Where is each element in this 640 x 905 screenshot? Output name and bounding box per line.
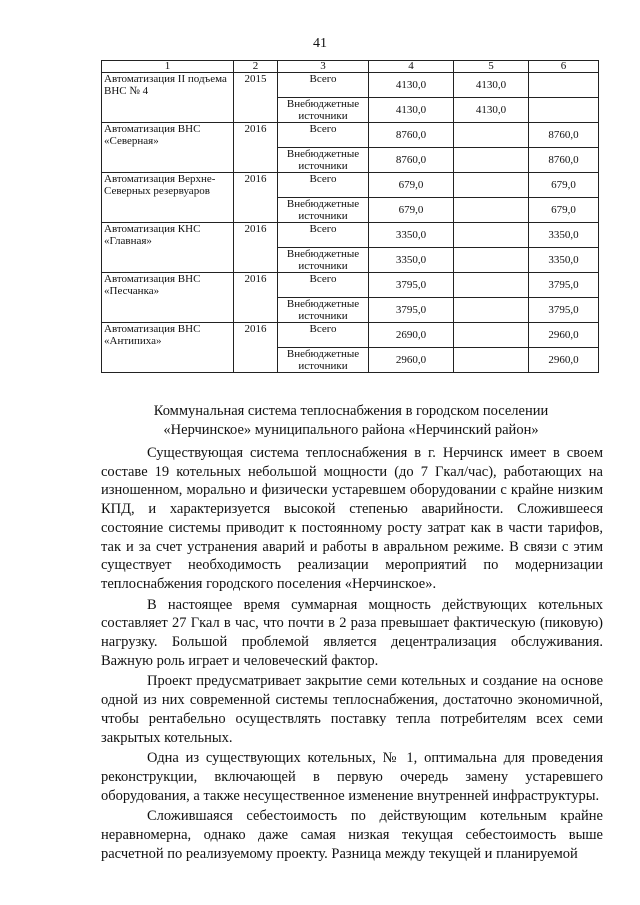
value-cell: 8760,0 <box>369 123 454 148</box>
paragraph: Сложившаяся себестоимость по действующим котельным крайне неравномерна, однако даже самая низкая текущая себестоимость выше расчетной по реализуемому проекту. Разница между текущей и планируемой <box>101 808 603 862</box>
funding-source-cell: Всего <box>278 223 369 248</box>
project-name-cell: Автоматизация ВНС «Антипиха» <box>102 323 234 373</box>
paragraph: Существующая система теплоснабжения в г. Нерчинск имеет в своем составе 19 котельных небольшой мощности (до 7 Гкал/час), работающих на изношенном, морально и физически устаревшем оборудовании с крайне низким КПД, и характеризуется высокой степенью аварийности. Сложившееся состояние системы приводит к постоянному росту затрат как в части тарифов, так и за счет устранения аварий и работы в авральном режиме. В связи с этим существует необходимость реализации мероприятий по модернизации теплоснабжения городского поселения «Нерчинское». <box>101 445 603 592</box>
project-name-cell: Автоматизация ВНС «Северная» <box>102 123 234 173</box>
year-cell: 2016 <box>234 173 278 223</box>
value-cell <box>454 248 529 273</box>
value-cell: 8760,0 <box>529 148 599 173</box>
value-cell: 3795,0 <box>529 298 599 323</box>
value-cell: 2960,0 <box>529 348 599 373</box>
value-cell: 4130,0 <box>454 73 529 98</box>
value-cell <box>529 73 599 98</box>
column-header: 6 <box>529 61 599 73</box>
value-cell <box>454 173 529 198</box>
column-header: 4 <box>369 61 454 73</box>
year-cell: 2016 <box>234 323 278 373</box>
investment-table <box>101 60 599 373</box>
funding-source-cell: Всего <box>278 273 369 298</box>
column-header: 3 <box>278 61 369 73</box>
value-cell <box>454 223 529 248</box>
section-heading-line: Коммунальная система теплоснабжения в городском поселении <box>153 403 549 419</box>
paragraph: Одна из существующих котельных, № 1, оптимальна для проведения реконструкции, включающей в первую очередь замену устаревшего оборудования, а также несущественное изменение внутренней инфраструктуры. <box>101 750 603 804</box>
funding-source-cell: Внебюджетные источники <box>278 298 369 323</box>
value-cell <box>454 123 529 148</box>
paragraph: В настоящее время суммарная мощность действующих котельных составляет 27 Гкал в час, что почти в 2 раза превышает фактическую (пиковую) нагрузку. Большой проблемой является децентрализация обслуживания. Важную роль играет и человеческий фактор. <box>101 596 603 669</box>
value-cell: 2960,0 <box>369 348 454 373</box>
page-number: 41 <box>313 36 327 51</box>
value-cell: 3795,0 <box>529 273 599 298</box>
column-header: 5 <box>454 61 529 73</box>
project-name-cell: Автоматизация II подъема ВНС № 4 <box>102 73 234 123</box>
funding-source-cell: Всего <box>278 123 369 148</box>
funding-source-cell: Внебюджетные источники <box>278 148 369 173</box>
section-heading-line: «Нерчинское» муниципального района «Нерчинский район» <box>163 422 539 438</box>
project-name-cell: Автоматизация Верхне-Северных резервуаров <box>102 173 234 223</box>
value-cell <box>454 198 529 223</box>
funding-source-cell: Внебюджетные источники <box>278 348 369 373</box>
value-cell: 2690,0 <box>369 323 454 348</box>
value-cell: 3350,0 <box>529 223 599 248</box>
value-cell: 679,0 <box>369 173 454 198</box>
year-cell: 2016 <box>234 123 278 173</box>
table-row <box>102 123 599 148</box>
value-cell: 679,0 <box>529 198 599 223</box>
value-cell: 3795,0 <box>369 273 454 298</box>
value-cell <box>454 348 529 373</box>
value-cell: 4130,0 <box>454 98 529 123</box>
value-cell <box>454 323 529 348</box>
value-cell: 2960,0 <box>529 323 599 348</box>
value-cell <box>454 148 529 173</box>
table-row <box>102 173 599 198</box>
value-cell: 3350,0 <box>369 248 454 273</box>
table-row <box>102 273 599 298</box>
table-row <box>102 323 599 348</box>
year-cell: 2015 <box>234 73 278 123</box>
funding-source-cell: Всего <box>278 173 369 198</box>
value-cell <box>454 273 529 298</box>
funding-source-cell: Внебюджетные источники <box>278 198 369 223</box>
value-cell <box>454 298 529 323</box>
section-heading <box>101 402 601 440</box>
year-cell: 2016 <box>234 223 278 273</box>
funding-source-cell: Внебюджетные источники <box>278 98 369 123</box>
project-name-cell: Автоматизация ВНС «Песчанка» <box>102 273 234 323</box>
value-cell: 8760,0 <box>369 148 454 173</box>
funding-source-cell: Всего <box>278 323 369 348</box>
value-cell: 3795,0 <box>369 298 454 323</box>
column-header: 1 <box>102 61 234 73</box>
project-name-cell: Автоматизация КНС «Главная» <box>102 223 234 273</box>
value-cell: 4130,0 <box>369 73 454 98</box>
value-cell: 4130,0 <box>369 98 454 123</box>
value-cell: 679,0 <box>529 173 599 198</box>
table-row <box>102 73 599 98</box>
column-header: 2 <box>234 61 278 73</box>
table-row <box>102 223 599 248</box>
value-cell: 8760,0 <box>529 123 599 148</box>
value-cell <box>529 98 599 123</box>
paragraph: Проект предусматривает закрытие семи котельных и создание на основе одной из них современной системы теплоснабжения, достаточно экономичной, чтобы рентабельно осуществлять поставку тепла потребителям всех семи закрытых котельных. <box>101 673 603 746</box>
body-text <box>101 444 603 865</box>
value-cell: 3350,0 <box>529 248 599 273</box>
value-cell: 679,0 <box>369 198 454 223</box>
value-cell: 3350,0 <box>369 223 454 248</box>
funding-source-cell: Внебюджетные источники <box>278 248 369 273</box>
table-header-row <box>102 61 599 73</box>
year-cell: 2016 <box>234 273 278 323</box>
funding-source-cell: Всего <box>278 73 369 98</box>
